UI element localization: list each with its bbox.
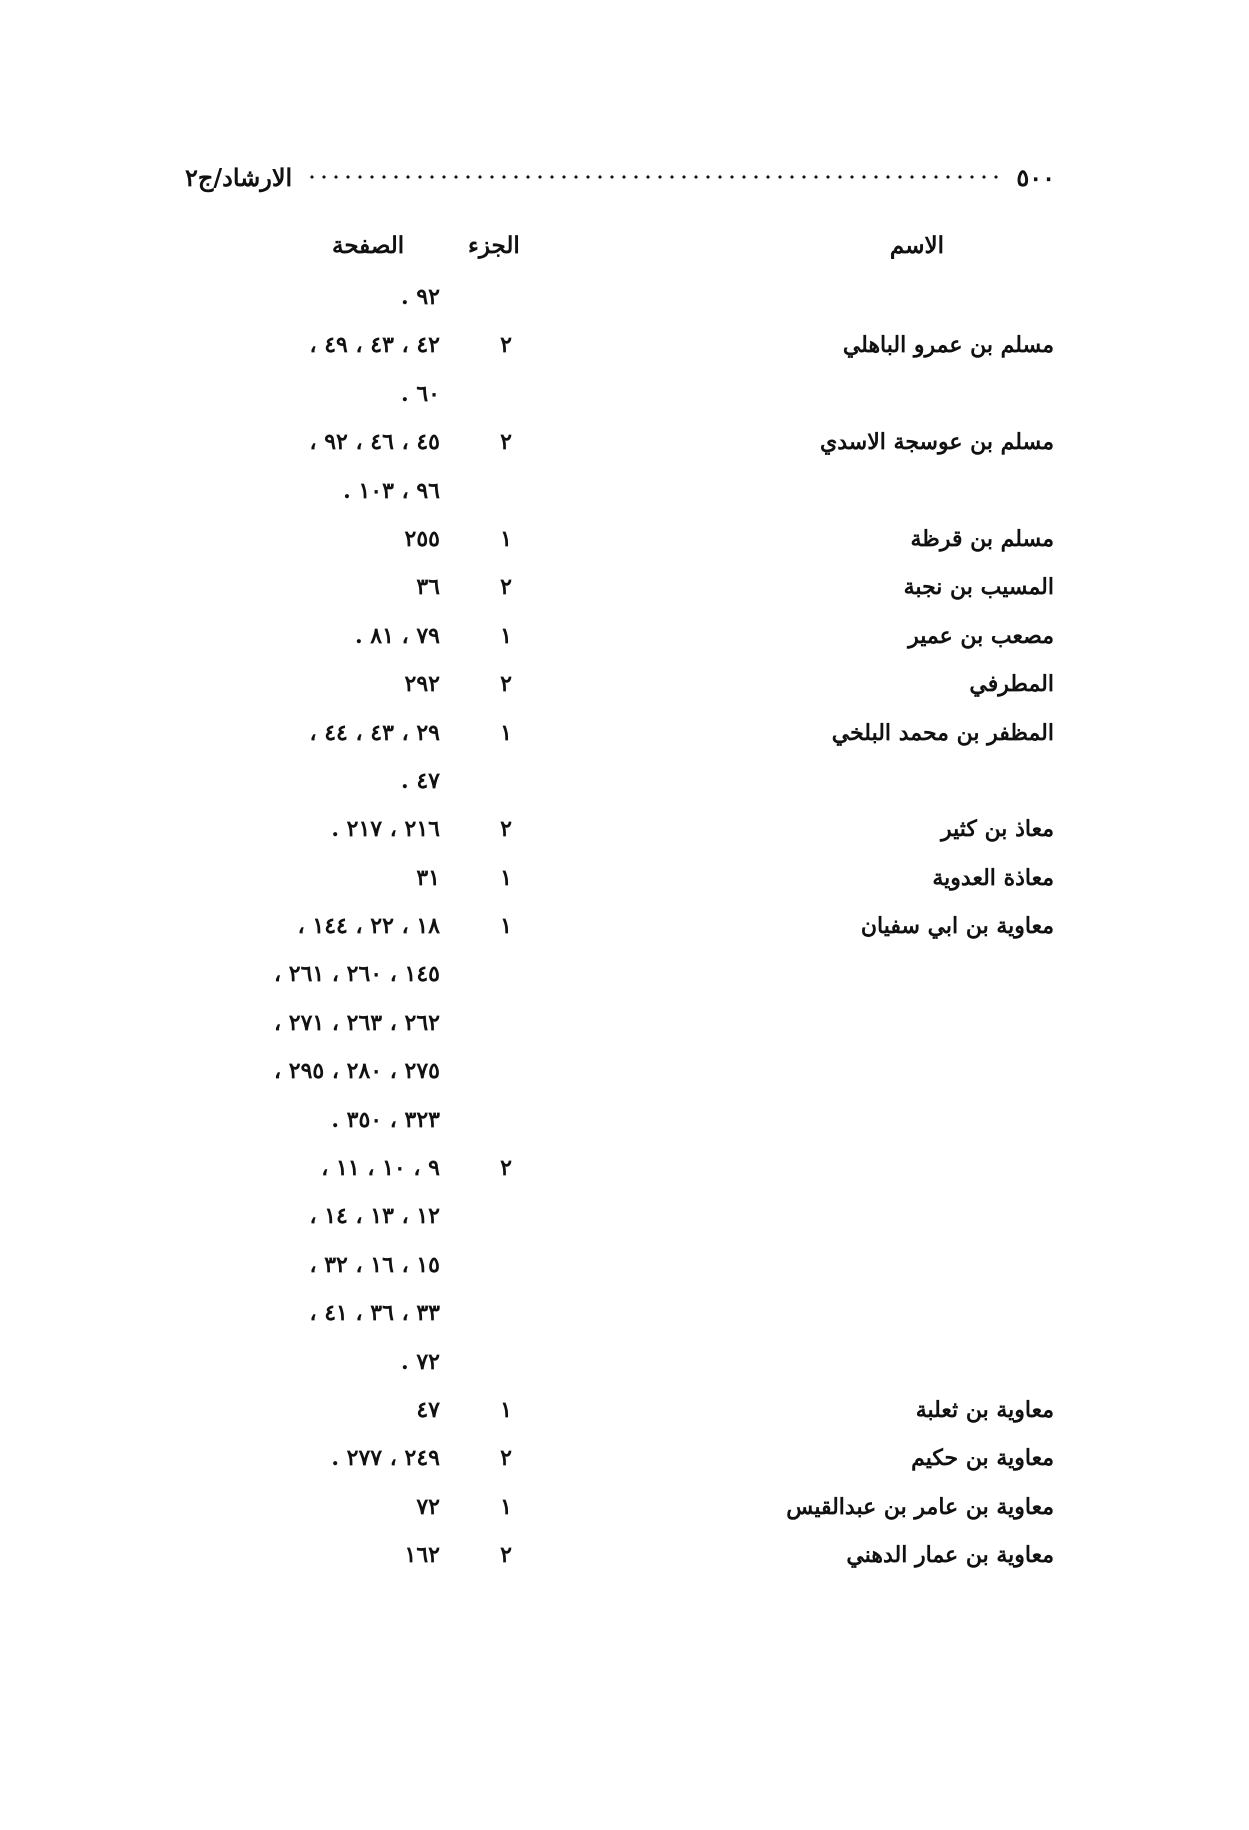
entry-volume: ٢ — [500, 1542, 512, 1569]
entry-pages: ٣٢٣ ، ٣٥٠ . — [331, 1106, 440, 1133]
entry-pages: ٢٩٢ — [404, 671, 440, 698]
entry-pages: ٤٧ . — [401, 767, 440, 794]
entry-volume: ١ — [500, 1493, 512, 1520]
entry-volume: ١ — [500, 913, 512, 940]
entry-pages: ٩٢ . — [401, 284, 440, 310]
table-row — [0, 1101, 1249, 1149]
table-row — [0, 472, 1249, 520]
entry-name: المظفر بن محمد البلخي — [831, 719, 1054, 746]
entry-name: مسلم بن عمرو الباهلي — [842, 332, 1054, 359]
entry-name: معاذ بن كثير — [941, 816, 1054, 843]
entry-pages: ٤٢ ، ٤٣ ، ٤٩ ، — [309, 332, 440, 359]
entry-name: مصعب بن عمير — [908, 622, 1054, 649]
table-row — [0, 1488, 1249, 1536]
table-row — [0, 907, 1249, 955]
entry-pages: ٧٩ ، ٨١ . — [354, 622, 440, 649]
index-table — [0, 278, 1249, 1585]
page-number: ٥٠٠ — [1016, 162, 1055, 192]
table-row — [0, 423, 1249, 471]
entry-volume: ١ — [500, 525, 512, 552]
table-row — [0, 810, 1249, 858]
entry-pages: ١٥ ، ١٦ ، ٣٢ ، — [309, 1251, 440, 1278]
table-row — [0, 955, 1249, 1003]
table-row — [0, 617, 1249, 665]
table-row — [0, 1343, 1249, 1391]
table-row — [0, 1294, 1249, 1342]
entry-name: معاوية بن عمار الدهني — [846, 1542, 1054, 1569]
entry-pages: ٣٦ — [416, 574, 440, 601]
entry-pages: ١٢ ، ١٣ ، ١٤ ، — [309, 1203, 440, 1230]
entry-pages: ٧٢ . — [401, 1348, 440, 1375]
entry-pages: ١٦٢ — [404, 1542, 440, 1569]
entry-name: المطرفي — [969, 671, 1054, 698]
entry-volume: ١ — [500, 622, 512, 649]
entry-volume: ٢ — [500, 1155, 512, 1182]
entry-name: معاذة العدوية — [932, 864, 1054, 891]
table-row — [0, 859, 1249, 907]
table-row — [0, 520, 1249, 568]
entry-pages: ٣٣ ، ٣٦ ، ٤١ ، — [309, 1300, 440, 1327]
table-row — [0, 375, 1249, 423]
entry-volume: ٢ — [500, 429, 512, 456]
entry-pages: ٢٤٩ ، ٢٧٧ . — [331, 1445, 440, 1472]
page-header — [185, 160, 1055, 194]
table-row — [0, 278, 1249, 326]
entry-name: معاوية بن حكيم — [911, 1445, 1054, 1472]
entry-pages: ٤٥ ، ٤٦ ، ٩٢ ، — [309, 429, 440, 456]
table-row — [0, 1197, 1249, 1245]
entry-pages: ٩٦ ، ١٠٣ . — [343, 477, 440, 504]
entry-volume: ٢ — [500, 332, 512, 359]
table-row — [0, 1536, 1249, 1584]
entry-volume: ٢ — [500, 816, 512, 843]
table-row — [0, 326, 1249, 374]
entry-volume: ١ — [500, 1396, 512, 1423]
entry-pages: ٢٧٥ ، ٢٨٠ ، ٢٩٥ ، — [274, 1058, 440, 1085]
column-header-volume: الجزء — [468, 232, 520, 259]
entry-name: معاوية بن ثعلبة — [915, 1396, 1054, 1423]
entry-pages: ٢١٦ ، ٢١٧ . — [331, 816, 440, 843]
table-row — [0, 568, 1249, 616]
leader-dots — [306, 175, 1002, 179]
entry-name: مسلم بن قرظة — [910, 525, 1054, 552]
table-row — [0, 1149, 1249, 1197]
entry-pages: ٦٠ . — [401, 380, 440, 407]
table-row — [0, 1246, 1249, 1294]
table-row — [0, 1052, 1249, 1100]
entry-pages: ٤٧ — [416, 1396, 440, 1423]
entry-pages: ٢٦٢ ، ٢٦٣ ، ٢٧١ ، — [274, 1009, 440, 1036]
book-title: الارشاد/ج٢ — [185, 162, 293, 192]
entry-pages: ٧٢ — [416, 1493, 440, 1520]
table-row — [0, 762, 1249, 810]
entry-volume: ٢ — [500, 1445, 512, 1472]
table-row — [0, 665, 1249, 713]
entry-pages: ٩ ، ١٠ ، ١١ ، — [321, 1155, 440, 1182]
entry-pages: ١٨ ، ٢٢ ، ١٤٤ ، — [297, 913, 440, 940]
entry-name: معاوية بن ابي سفيان — [860, 913, 1054, 940]
entry-name: مسلم بن عوسجة الاسدي — [820, 429, 1054, 456]
table-row — [0, 1004, 1249, 1052]
entry-volume: ١ — [500, 864, 512, 891]
entry-pages: ٢٥٥ — [404, 525, 440, 552]
entry-name: المسيب بن نجبة — [903, 574, 1054, 601]
entry-volume: ٢ — [500, 671, 512, 698]
entry-volume: ٢ — [500, 574, 512, 601]
column-header-page: الصفحة — [332, 232, 405, 259]
table-row — [0, 1439, 1249, 1487]
entry-pages: ١٤٥ ، ٢٦٠ ، ٢٦١ ، — [274, 961, 440, 988]
table-row — [0, 714, 1249, 762]
entry-name: معاوية بن عامر بن عبدالقيس — [786, 1493, 1054, 1520]
column-header-name: الاسم — [889, 232, 944, 259]
table-row — [0, 1391, 1249, 1439]
entry-pages: ٣١ — [416, 864, 440, 891]
entry-volume: ١ — [500, 719, 512, 746]
entry-pages: ٢٩ ، ٤٣ ، ٤٤ ، — [309, 719, 440, 746]
